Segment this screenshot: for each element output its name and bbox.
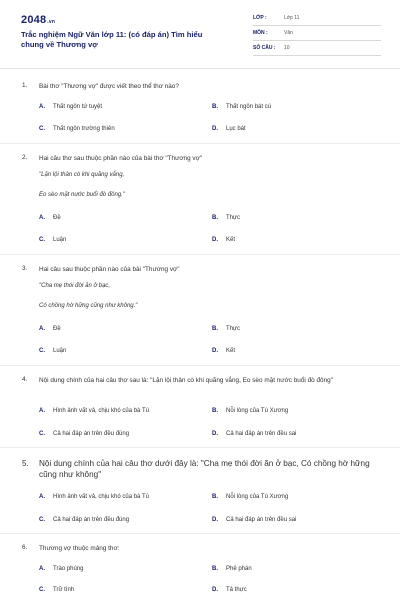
option-text: Trữ tình [53,587,75,593]
question-number: 1. [22,82,28,89]
option-text: Kết [226,348,236,354]
option-letter: D. [212,587,218,593]
poem-line-1: "Lặn lội thân cò khi quãng vắng, [39,172,125,178]
header-divider [0,68,400,69]
option-text: Cả hai đáp án trên đều sai [226,517,297,523]
option-letter: C. [39,348,45,354]
option-text: Thất ngôn bát cú [226,104,272,110]
option-letter: D. [212,237,218,243]
meta-subject-label: MÔN : [253,30,268,36]
option-letter: A. [39,566,45,572]
question-text: Hai câu thơ sau thuộc phần nào của bài thơ "Thương vợ" [39,155,203,162]
question-divider [0,365,400,366]
question-text: Nội dung chính của hai câu thơ sau là: "Lặn lội thân cò khi quãng vắng, Eo sèo mặt nước buổi đò đông" [39,377,333,384]
option-text: Thất ngôn trường thiên [53,126,115,132]
meta-class [253,12,381,26]
question-divider [0,143,400,144]
option-letter: D. [212,431,218,437]
option-text: Nỗi lòng của Tú Xương [226,408,289,414]
option-text: Trào phúng [53,566,84,572]
question-text: Nội dung chính của hai câu thơ dưới đây là: "Cha mẹ thói đời ăn ở bạc, Có chồng hờ hững cũng như không" [39,459,370,479]
document-header [0,0,400,66]
option-text: Đề [53,215,61,221]
option-text: Luận [53,237,67,243]
option-text: Kết [226,237,236,243]
option-letter: A. [39,494,45,500]
option-letter: B. [212,494,218,500]
option-text: Hình ảnh vất vả, chịu khó của bà Tú [53,494,149,500]
question-number: 3. [22,265,28,272]
option-text: Hình ảnh vất vả, chịu khó của bà Tú [53,408,149,414]
question-number: 6. [22,544,28,551]
question-text: Hai câu sau thuộc phần nào của bài "Thương vợ" [39,266,180,273]
document-title: Trắc nghiệm Ngữ Văn lớp 11: (có đáp án) Tìm hiểu chung về Thương vợ [21,30,203,49]
option-text: Tả thực [226,587,247,593]
option-letter: C. [39,517,45,523]
option-text: Phê phán [226,566,252,572]
meta-class-label: LỚP : [253,15,267,21]
option-letter: B. [212,326,218,332]
poem-line-2: Có chồng hờ hững cũng như không." [39,303,138,309]
logo-text: 2048 [21,14,47,26]
option-text: Cả hai đáp án trên đều sai [226,431,297,437]
option-letter: D. [212,348,218,354]
question-text: Thương vợ thuộc mảng thơ: [39,545,120,552]
option-letter: C. [39,237,45,243]
meta-count-label: SỐ CÂU : [253,45,276,51]
option-letter: C. [39,431,45,437]
option-text: Thực [226,326,241,332]
option-letter: B. [212,566,218,572]
poem-line-1: "Cha mẹ thói đời ăn ở bạc, [39,283,111,289]
question-divider [0,254,400,255]
question-divider [0,447,400,448]
option-letter: C. [39,587,45,593]
meta-count [253,42,381,56]
option-letter: C. [39,126,45,132]
meta-subject-value: Văn [284,30,293,36]
question-number: 2. [22,154,28,161]
option-letter: D. [212,126,218,132]
site-logo[interactable] [21,14,55,26]
question-divider [0,533,400,534]
option-letter: A. [39,215,45,221]
question-number: 5. [22,459,29,468]
question-number: 4. [22,376,28,383]
question-text: Bài thơ "Thương vợ" được viết theo thể thơ nào? [39,83,179,90]
option-text: Luận [53,348,67,354]
option-text: Thực [226,215,241,221]
option-letter: A. [39,326,45,332]
poem-line-2: Eo sèo mặt nước buổi đò đông." [39,192,125,198]
option-text: Thất ngôn tứ tuyệt [53,104,103,110]
meta-count-value: 10 [284,45,290,51]
meta-subject [253,27,381,41]
option-text: Cả hai đáp án trên đều đúng [53,517,130,523]
option-letter: A. [39,408,45,414]
option-letter: A. [39,104,45,110]
option-letter: B. [212,104,218,110]
option-letter: B. [212,215,218,221]
option-letter: B. [212,408,218,414]
option-text: Nỗi lòng của Tú Xương [226,494,289,500]
option-letter: D. [212,517,218,523]
option-text: Lục bát [226,126,246,132]
logo-suffix: .vn [47,19,56,25]
meta-class-value: Lớp 11 [284,15,300,21]
option-text: Đề [53,326,61,332]
option-text: Cả hai đáp án trên đều đúng [53,431,130,437]
